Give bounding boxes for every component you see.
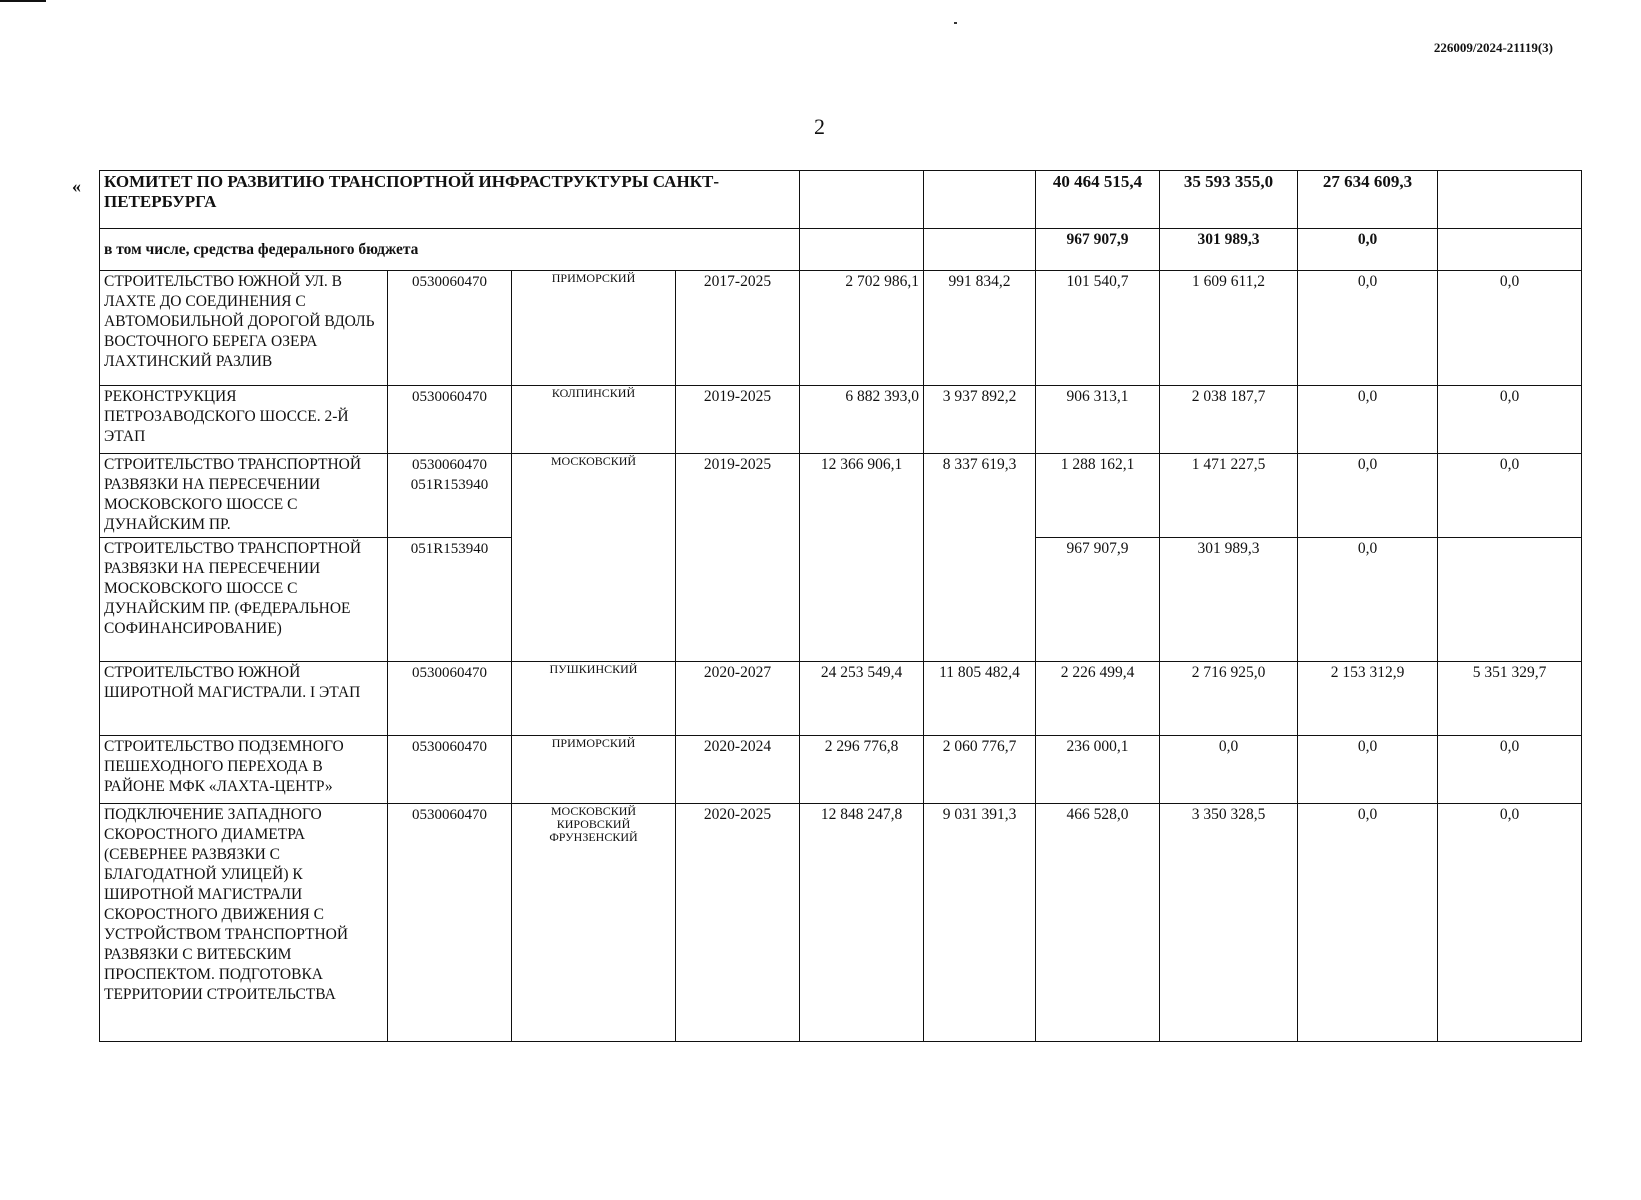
empty-cell	[1438, 538, 1582, 662]
budget-table	[99, 170, 1582, 1042]
total-cost: 24 253 549,4	[800, 662, 924, 736]
prior-funding: 11 805 482,4	[924, 662, 1036, 736]
value-2025: 301 989,3	[1160, 538, 1298, 662]
value-2026: 0,0	[1298, 804, 1438, 1042]
budget-codes	[388, 454, 512, 538]
value-2025: 1 471 227,5	[1160, 454, 1298, 538]
value-2024: 967 907,9	[1036, 538, 1160, 662]
value-2026: 0,0	[1298, 271, 1438, 386]
total-cost: 6 882 393,0	[800, 386, 924, 454]
empty-cell	[800, 171, 924, 229]
value-2027: 0,0	[1438, 736, 1582, 804]
page-number: 2	[814, 114, 825, 139]
period: 2019-2025	[676, 454, 800, 662]
committee-2025: 35 593 355,0	[1160, 171, 1298, 229]
table-row	[100, 271, 1582, 386]
district: ПУШКИНСКИЙ	[512, 662, 676, 736]
empty-cell	[800, 229, 924, 271]
total-cost: 12 366 906,1	[800, 454, 924, 662]
value-2025: 1 609 611,2	[1160, 271, 1298, 386]
budget-code: 0530060470	[412, 457, 487, 473]
value-2025: 3 350 328,5	[1160, 804, 1298, 1042]
table-row	[100, 736, 1582, 804]
value-2024: 906 313,1	[1036, 386, 1160, 454]
object-name: СТРОИТЕЛЬСТВО ТРАНСПОРТНОЙ РАЗВЯЗКИ НА ПЕРЕСЕЧЕНИИ МОСКОВСКОГО ШОССЕ С ДУНАЙСКИМ ПР.	[100, 454, 388, 538]
period: 2020-2025	[676, 804, 800, 1042]
prior-funding: 9 031 391,3	[924, 804, 1036, 1042]
committee-2026: 27 634 609,3	[1298, 171, 1438, 229]
budget-code: 0530060470	[388, 386, 512, 454]
budget-code: 0530060470	[388, 736, 512, 804]
empty-cell	[924, 171, 1036, 229]
object-name: РЕКОНСТРУКЦИЯ ПЕТРОЗАВОДСКОГО ШОССЕ. 2-Й ЭТАП	[100, 386, 388, 454]
value-2024: 2 226 499,4	[1036, 662, 1160, 736]
federal-2024: 967 907,9	[1036, 229, 1160, 271]
object-name: СТРОИТЕЛЬСТВО ЮЖНОЙ ШИРОТНОЙ МАГИСТРАЛИ. I ЭТАП	[100, 662, 388, 736]
committee-2024: 40 464 515,4	[1036, 171, 1160, 229]
value-2027: 0,0	[1438, 804, 1582, 1042]
budget-code-secondary: 051R153940	[410, 477, 489, 493]
value-2027: 0,0	[1438, 271, 1582, 386]
period: 2019-2025	[676, 386, 800, 454]
document-number: 226009/2024-21119(3)	[1433, 40, 1553, 55]
prior-funding: 2 060 776,7	[924, 736, 1036, 804]
period: 2020-2027	[676, 662, 800, 736]
period: 2020-2024	[676, 736, 800, 804]
district: КОЛПИНСКИЙ	[512, 386, 676, 454]
value-2027: 0,0	[1438, 386, 1582, 454]
value-2026: 0,0	[1298, 454, 1438, 538]
value-2024: 466 528,0	[1036, 804, 1160, 1042]
value-2024: 101 540,7	[1036, 271, 1160, 386]
empty-cell	[1438, 229, 1582, 271]
budget-code: 0530060470	[388, 271, 512, 386]
value-2025: 2 716 925,0	[1160, 662, 1298, 736]
prior-funding: 3 937 892,2	[924, 386, 1036, 454]
value-2024: 1 288 162,1	[1036, 454, 1160, 538]
committee-row	[100, 171, 1582, 229]
district: ПРИМОРСКИЙ	[512, 271, 676, 386]
value-2025: 2 038 187,7	[1160, 386, 1298, 454]
table-row	[100, 454, 1582, 538]
table-row	[100, 386, 1582, 454]
value-2026: 2 153 312,9	[1298, 662, 1438, 736]
budget-code: 0530060470	[388, 662, 512, 736]
opening-quote-mark: «	[72, 176, 81, 196]
prior-funding: 8 337 619,3	[924, 454, 1036, 662]
table-row	[100, 804, 1582, 1042]
federal-2025: 301 989,3	[1160, 229, 1298, 271]
committee-title: КОМИТЕТ ПО РАЗВИТИЮ ТРАНСПОРТНОЙ ИНФРАСТРУКТУРЫ САНКТ-ПЕТЕРБУРГА	[100, 171, 800, 229]
empty-cell	[1438, 171, 1582, 229]
federal-label: в том числе, средства федерального бюджета	[100, 229, 800, 271]
value-2026: 0,0	[1298, 736, 1438, 804]
total-cost: 12 848 247,8	[800, 804, 924, 1042]
federal-2026: 0,0	[1298, 229, 1438, 271]
district: МОСКОВСКИЙ	[512, 454, 676, 662]
value-2026: 0,0	[1298, 386, 1438, 454]
total-cost: 2 702 986,1	[800, 271, 924, 386]
object-name: СТРОИТЕЛЬСТВО ТРАНСПОРТНОЙ РАЗВЯЗКИ НА ПЕРЕСЕЧЕНИИ МОСКОВСКОГО ШОССЕ С ДУНАЙСКИМ ПР. (ФЕДЕРАЛЬНОЕ СОФИНАНСИРОВАНИЕ)	[100, 538, 388, 662]
budget-code: 051R153940	[388, 538, 512, 662]
object-name: СТРОИТЕЛЬСТВО ЮЖНОЙ УЛ. В ЛАХТЕ ДО СОЕДИНЕНИЯ С АВТОМОБИЛЬНОЙ ДОРОГОЙ ВДОЛЬ ВОСТОЧНОГО БЕРЕГА ОЗЕРА ЛАХТИНСКИЙ РАЗЛИВ	[100, 271, 388, 386]
table-row	[100, 662, 1582, 736]
value-2027: 0,0	[1438, 454, 1582, 538]
scan-speck	[954, 22, 957, 24]
period: 2017-2025	[676, 271, 800, 386]
value-2027: 5 351 329,7	[1438, 662, 1582, 736]
federal-row	[100, 229, 1582, 271]
object-name: ПОДКЛЮЧЕНИЕ ЗАПАДНОГО СКОРОСТНОГО ДИАМЕТРА (СЕВЕРНЕЕ РАЗВЯЗКИ С БЛАГОДАТНОЙ УЛИЦЕЙ) К ШИРОТНОЙ МАГИСТРАЛИ СКОРОСТНОГО ДВИЖЕНИЯ С УСТРОЙСТВОМ ТРАНСПОРТНОЙ РАЗВЯЗКИ С ВИТЕБСКИМ ПРОСПЕКТОМ. ПОДГОТОВКА ТЕРРИТОРИИ СТРОИТЕЛЬСТВА	[100, 804, 388, 1042]
empty-cell	[924, 229, 1036, 271]
budget-code: 0530060470	[388, 804, 512, 1042]
scan-corner-mark	[0, 0, 46, 2]
value-2025: 0,0	[1160, 736, 1298, 804]
district: МОСКОВСКИЙ КИРОВСКИЙ ФРУНЗЕНСКИЙ	[512, 804, 676, 1042]
total-cost: 2 296 776,8	[800, 736, 924, 804]
prior-funding: 991 834,2	[924, 271, 1036, 386]
value-2026: 0,0	[1298, 538, 1438, 662]
district: ПРИМОРСКИЙ	[512, 736, 676, 804]
value-2024: 236 000,1	[1036, 736, 1160, 804]
object-name: СТРОИТЕЛЬСТВО ПОДЗЕМНОГО ПЕШЕХОДНОГО ПЕРЕХОДА В РАЙОНЕ МФК «ЛАХТА-ЦЕНТР»	[100, 736, 388, 804]
